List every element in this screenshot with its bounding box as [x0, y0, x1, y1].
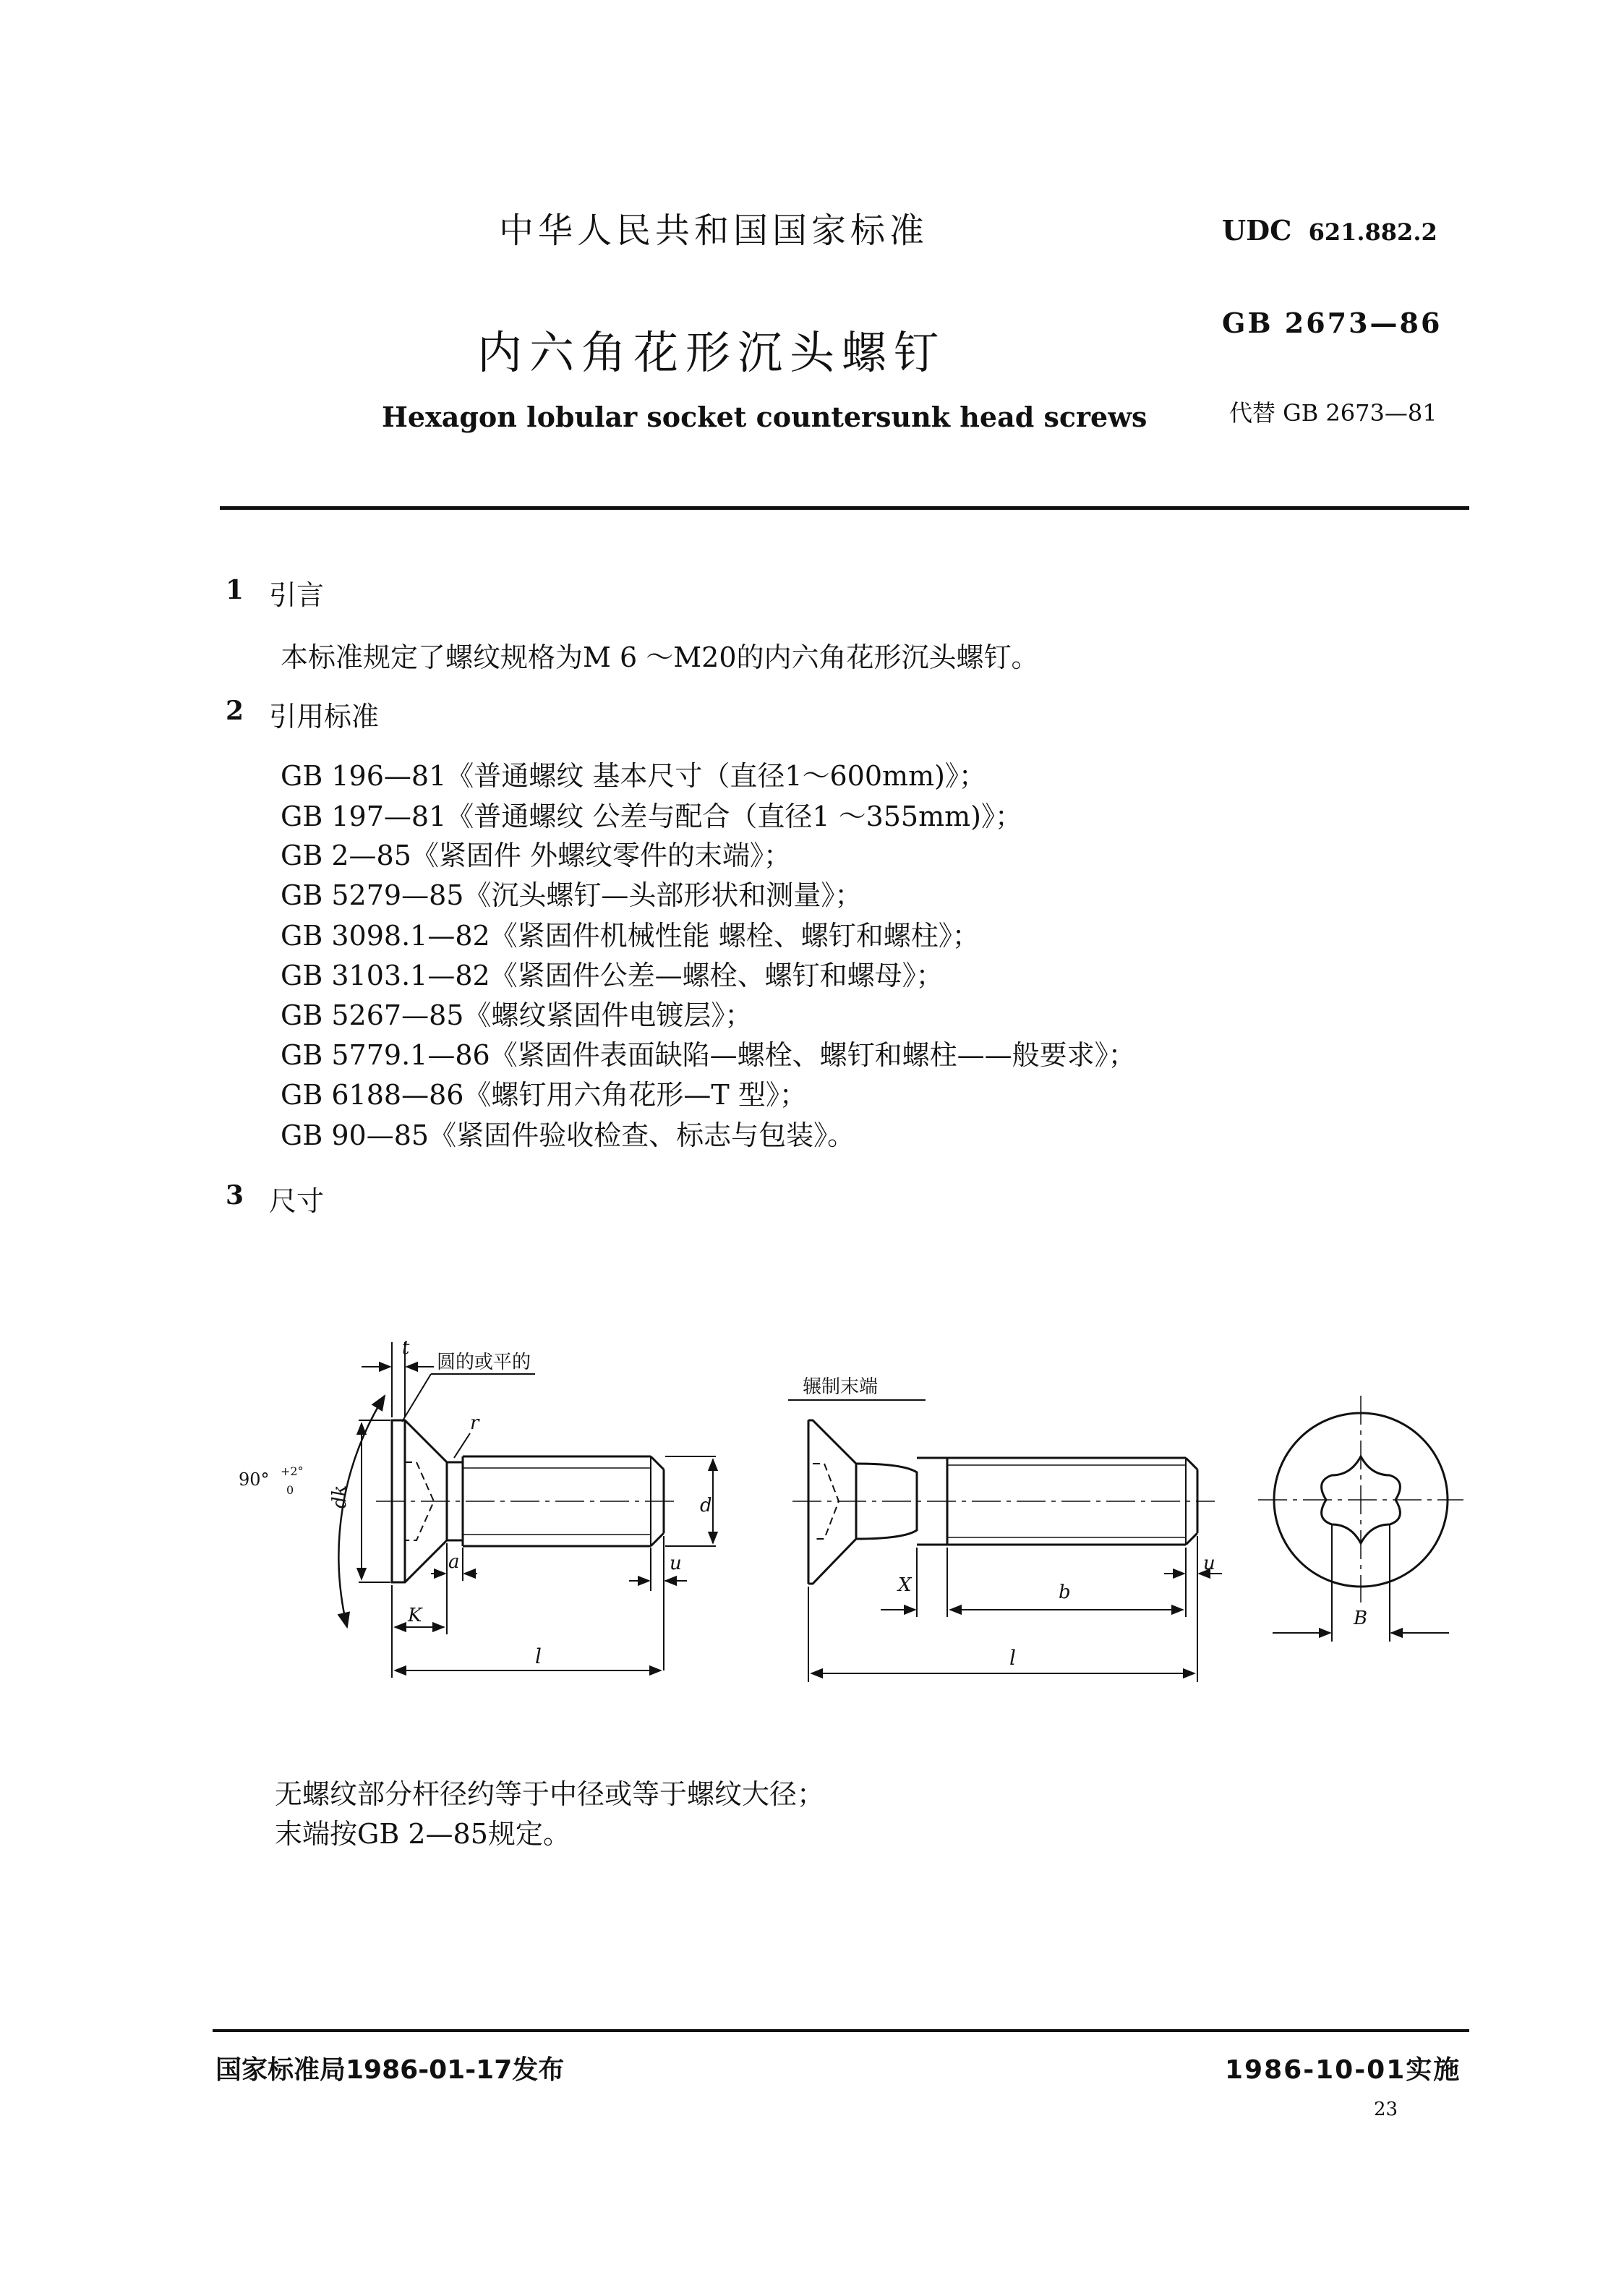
label-r: r — [470, 1412, 479, 1434]
label-d: d — [700, 1495, 712, 1516]
label-t: t — [402, 1337, 410, 1359]
footer-rule — [213, 2029, 1469, 2032]
document-title-en: Hexagon lobular socket countersunk head screws — [382, 401, 1148, 433]
reference-item: GB 196—81《普通螺纹 基本尺寸（直径1～600mm)》； — [281, 760, 986, 792]
label-a: a — [448, 1551, 460, 1573]
issue-date: 国家标准局1986-01-17发布 — [215, 2055, 565, 2085]
label-angle: 90° — [239, 1469, 270, 1490]
section-2-title: 引用标准 — [269, 701, 380, 733]
reference-item: GB 2—85《紧固件 外螺纹零件的末端》； — [281, 840, 791, 871]
reference-item: GB 5279—85《沉头螺钉—头部形状和测量》； — [281, 879, 863, 911]
udc-label: UDC — [1222, 214, 1292, 247]
reference-item: GB 3103.1—82《紧固件公差—螺栓、螺钉和螺母》； — [281, 960, 944, 991]
document-title-cn: 内六角花形沉头螺钉 — [477, 326, 946, 379]
label-b: b — [1059, 1582, 1071, 1603]
label-angle-tol: +2° — [281, 1464, 304, 1478]
label-u-left: u — [670, 1553, 682, 1574]
label-u-right: u — [1203, 1553, 1215, 1574]
reference-item: GB 197—81《普通螺纹 公差与配合（直径1 ～355mm)》； — [281, 801, 1023, 832]
section-1-title: 引言 — [269, 579, 325, 611]
udc-value: 621.882.2 — [1308, 218, 1437, 246]
section-2-number: 2 — [226, 696, 244, 726]
replaces-standard: 代替 GB 2673—81 — [1229, 399, 1437, 427]
label-rolled-end: 辗制末端 — [803, 1376, 879, 1398]
standard-code: GB 2673—86 — [1222, 307, 1443, 339]
label-dk: dk — [329, 1485, 351, 1509]
label-round-or-flat: 圆的或平的 — [437, 1352, 531, 1373]
reference-item: GB 5267—85《螺纹紧固件电镀层》； — [281, 999, 753, 1031]
dimension-note: 末端按GB 2—85规定。 — [275, 1818, 570, 1850]
label-K: K — [408, 1605, 422, 1626]
reference-item: GB 3098.1—82《紧固件机械性能 螺栓、螺钉和螺柱》； — [281, 920, 980, 952]
page-number: 23 — [1374, 2099, 1398, 2120]
effective-date: 1986-10-01实施 — [1225, 2055, 1461, 2085]
section-1-number: 1 — [226, 575, 244, 605]
section-3-title: 尺寸 — [269, 1185, 325, 1217]
head-end-view-torx — [1258, 1396, 1463, 1603]
screw-right-view — [792, 1420, 1215, 1584]
screw-left-view — [376, 1420, 680, 1582]
label-angle-tol-low: 0 — [286, 1483, 294, 1497]
label-B: B — [1354, 1608, 1368, 1629]
section-1-body: 本标准规定了螺纹规格为M 6 ～M20的内六角花形沉头螺钉。 — [281, 641, 1039, 673]
national-standard-heading: 中华人民共和国国家标准 — [499, 210, 929, 251]
dimension-note: 无螺纹部分杆径约等于中径或等于螺纹大径； — [275, 1778, 825, 1810]
label-l-right: l — [1009, 1646, 1016, 1670]
reference-item: GB 6188—86《螺钉用六角花形—T 型》； — [281, 1079, 807, 1111]
reference-item: GB 5779.1—86《紧固件表面缺陷—螺栓、螺钉和螺柱——般要求》； — [281, 1039, 1136, 1071]
reference-item: GB 90—85《紧固件验收检查、标志与包装》。 — [281, 1119, 855, 1151]
section-3-number: 3 — [226, 1180, 244, 1211]
label-l-left: l — [535, 1644, 542, 1668]
label-X: X — [898, 1574, 912, 1596]
